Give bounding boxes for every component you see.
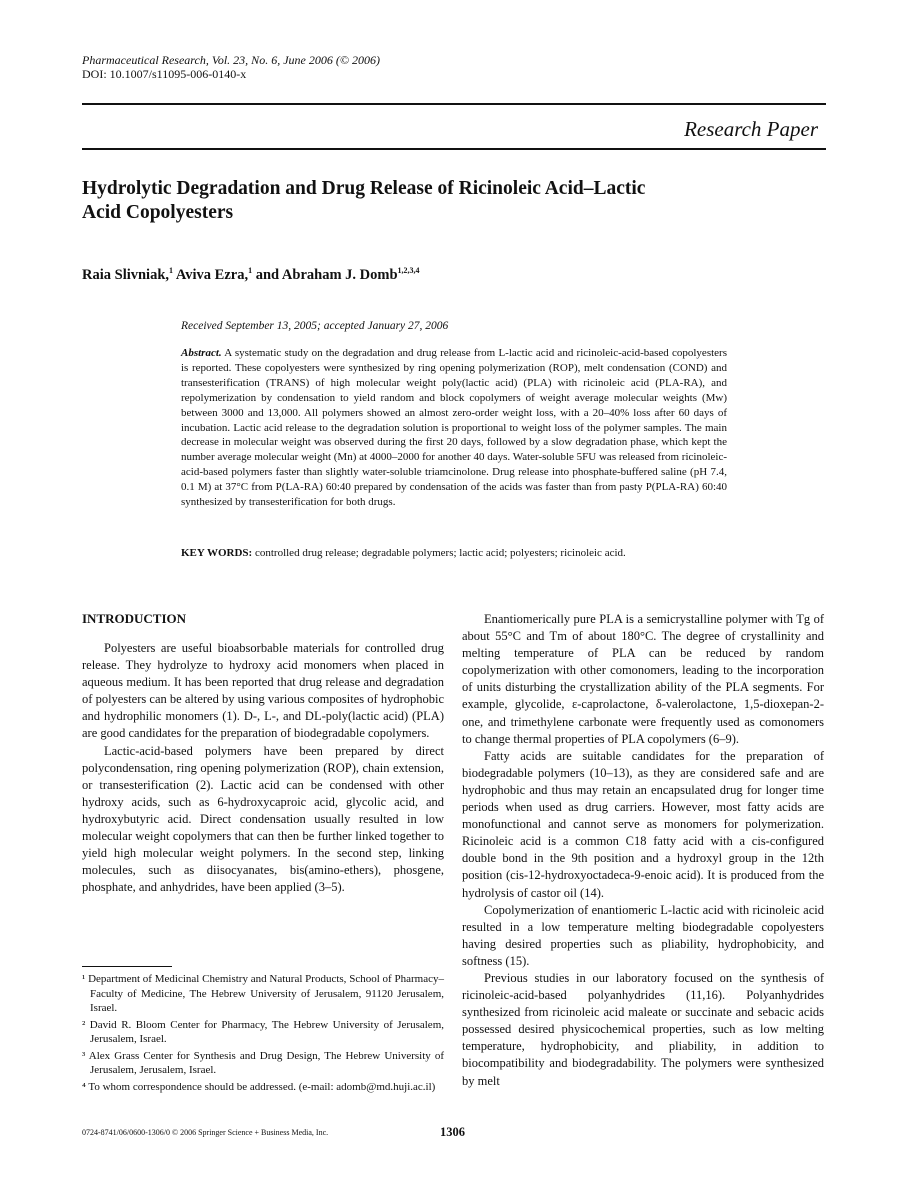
author-2-affiliation: 1 xyxy=(248,266,253,275)
header-rule-top xyxy=(82,103,826,105)
header-rule-bottom xyxy=(82,148,826,150)
section-heading-introduction: INTRODUCTION xyxy=(82,611,187,626)
body-column-left xyxy=(82,640,444,896)
title-line-1: Hydrolytic Degradation and Drug Release of Ricinoleic Acid–Lactic xyxy=(82,178,646,199)
author-3-affiliation: 1,2,3,4 xyxy=(397,266,420,275)
keywords-label: KEY WORDS: xyxy=(181,547,253,559)
abstract xyxy=(181,346,727,510)
footnote: ⁴ To whom correspondence should be addressed. (e-mail: adomb@md.huji.ac.il) xyxy=(82,1080,436,1093)
body-paragraph: Enantiomerically pure PLA is a semicrystalline polymer with Tg of about 55°C and Tm of about 180°C. The degree of crystallinity and melting temperature of PLA can be reduced by random copolymerization with other comonomers, leading to the incorporation of units disturbing the crystallization ability of the PLA segments. For example, glycolide, ε-caprolactone, δ-valerolactone, 1,5-dioxepan-2-one, and trimethylene carbonate were frequently used as comonomers to change thermal properties of PLA copolymers (6–9). xyxy=(462,612,824,746)
author-3: Abraham J. Domb xyxy=(281,266,398,283)
body-paragraph: Fatty acids are suitable candidates for the preparation of biodegradable polymers (10–13), as they are considered safe and are hydrophobic and thus may retain an encapsulated drug for longer time periods when used as drug carriers. However, most fatty acids are monofunctional and cannot serve as monomers for polymerization. Ricinoleic acid is a common C18 fatty acid with a cis-configured double bond in the 9th position and a hydroxyl group in the 12th position (cis-12-hydroxyoctadeca-9-enoic acid). It is produced from the hydrolysis of castor oil (14). xyxy=(462,748,824,900)
abstract-text: A systematic study on the degradation and drug release from L-lactic acid and ricinoleic-acid-based copolyesters is reported. These copolyesters were synthesized by ring opening polymerization (ROP), melt condensation (COND) and transesterification (TRANS) of high molecular weight poly(lactic acid) (PLA) with ricinoleic acid (PLA-RA), and repolymerization by condensation to yield random and block copolymers of weight average molecular weights (Mw) between 3000 and 13,000. All polymers showed an almost zero-order weight loss, with a 20–40% loss after 60 days of incubation. Lactic acid release to the degradation solution is proportional to weight loss of the polymer samples. The main decrease in molecular weight was observed during the first 20 days, followed by a slow degradation phase, which kept the number average molecular weight (Mn) at 4000–2000 for another 40 days. Water-soluble 5FU was released from ricinoleic-acid-based polymers faster than slightly water-soluble triamcinolone. Drug release into phosphate-buffered saline (pH 7.4, 0.1 M) at 37°C from P(LA-RA) 60:40 prepared by condensation of the acids was faster than from pasty P(PLA-RA) 60:40 synthesized by transesterification for both drugs. xyxy=(181,347,727,509)
abstract-label: Abstract. xyxy=(181,347,222,359)
author-1-affiliation: 1 xyxy=(169,266,174,275)
title-line-2: Acid Copolyesters xyxy=(82,202,234,223)
footnote: ³ Alex Grass Center for Synthesis and Drug Design, The Hebrew University of Jerusalem, Jerusalem, Israel. xyxy=(82,1049,444,1076)
author-list xyxy=(82,266,420,284)
body-paragraph: Lactic-acid-based polymers have been prepared by direct polycondensation, ring opening polymerization (ROP), chain extension, or transesterification (2). Lactic acid can be condensed with other hydroxy acids, such as 6-hydroxycaproic acid, glycolic acid, and hydroxybutyric acid. Direct condensation usually resulted in low molecular weight copolymers that can then be further linked together to yield high molecular weight polymers. In the second step, linking molecules, such as diisocyanates, bis(amino-ethers), phosgene, phosphate, and anhydrides, have been applied (3–5). xyxy=(82,743,444,895)
body-paragraph: Previous studies in our laboratory focused on the synthesis of ricinoleic-acid-based polyanhydrides (11,16). Polyanhydrides synthesized from ricinoleic acid maleate or succinate and sebacic acids possessed desired physicochemical properties, such as low melting temperature, hydrophobicity, and pliability, in addition to biocompatibility and biodegradability. The polymers were synthesized by melt xyxy=(462,970,824,1088)
author-1: Raia Slivniak, xyxy=(82,266,170,283)
footer-issn: 0724-8741/06/0600-1306/0 © 2006 Springer Science + Business Media, Inc. xyxy=(82,1128,329,1137)
journal-citation: Pharmaceutical Research, Vol. 23, No. 6, June 2006 (© 2006) xyxy=(82,53,380,67)
author-2: Aviva Ezra, xyxy=(175,266,249,283)
keywords-text: controlled drug release; degradable polymers; lactic acid; polyesters; ricinoleic acid. xyxy=(254,547,626,559)
body-paragraph: Copolymerization of enantiomeric L-lactic acid with ricinoleic acid resulted in a low temperature melting biodegradable copolyesters having desired properties such as pliability, hydrophobicity, and softness (15). xyxy=(462,902,824,968)
body-paragraph: Polyesters are useful bioabsorbable materials for controlled drug release. They hydrolyze to hydroxy acid monomers when placed in aqueous medium. It has been reported that drug release and degradation of polyesters can be altered by using various composites of hydrophobic and hydrophilic monomers (1). D-, L-, and DL-poly(lactic acid) (PLA) are good candidates for the preparation of biodegradable copolymers. xyxy=(82,641,444,741)
footnotes xyxy=(82,972,444,1096)
footnote: ¹ Department of Medicinal Chemistry and Natural Products, School of Pharmacy–Faculty of Medicine, The Hebrew University of Jerusalem, 91120 Jerusalem, Israel. xyxy=(82,973,444,1014)
footnote-divider xyxy=(82,966,172,967)
page-number: 1306 xyxy=(440,1125,465,1139)
footnote: ² David R. Bloom Center for Pharmacy, The Hebrew University of Jerusalem, Jerusalem, Israel. xyxy=(82,1018,444,1045)
author-conjunction: and xyxy=(255,266,280,283)
keywords xyxy=(181,547,727,559)
article-title xyxy=(82,177,782,225)
received-dates: Received September 13, 2005; accepted January 27, 2006 xyxy=(181,320,449,332)
section-label: Research Paper xyxy=(684,117,818,141)
doi: DOI: 10.1007/s11095-006-0140-x xyxy=(82,67,247,81)
body-column-right xyxy=(462,611,824,1090)
